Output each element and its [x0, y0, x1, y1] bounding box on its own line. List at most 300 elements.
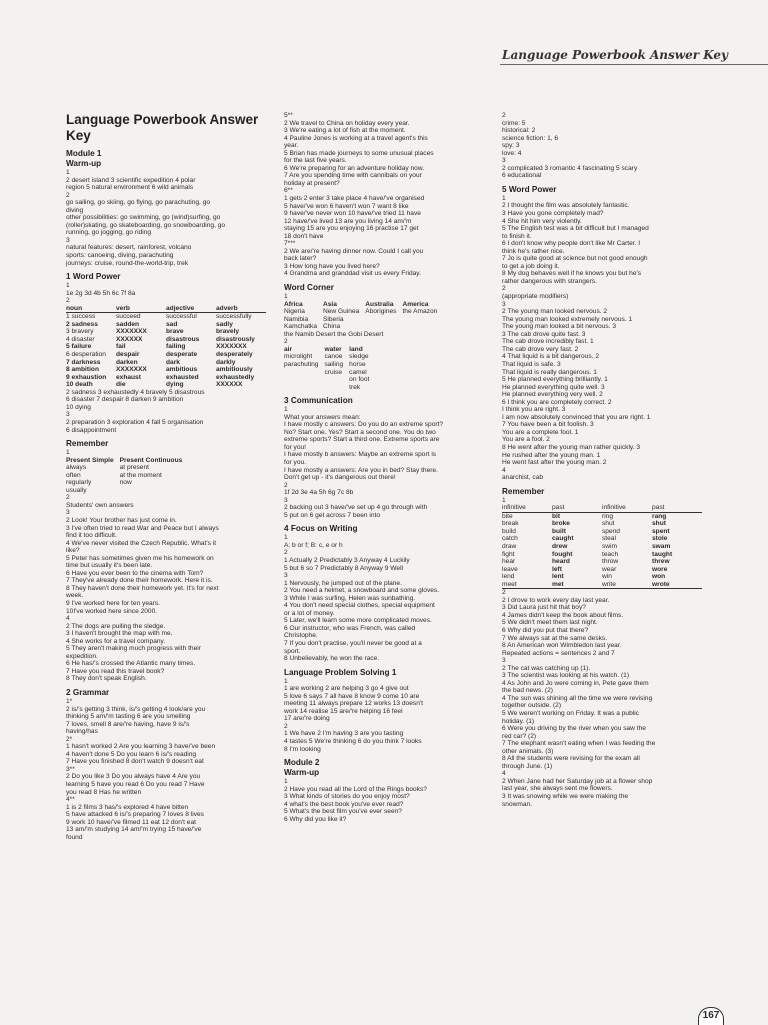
answer-line: 2* — [66, 735, 73, 743]
table-cell: spent — [652, 527, 670, 535]
problem-solving-heading: Language Problem Solving 1 — [284, 667, 397, 677]
table-row — [66, 351, 266, 359]
answer-line: 5 We didn't meet them last night. — [502, 619, 598, 627]
table-cell: always — [66, 464, 87, 472]
answer-line: 3 — [284, 496, 288, 504]
table-cell: write — [602, 581, 652, 589]
table-cell: canoe — [324, 353, 343, 361]
answer-line: 3 — [66, 509, 70, 517]
table-row — [284, 308, 443, 316]
table-cell: successfully — [216, 313, 252, 321]
answer-line: holiday. (1) — [502, 717, 535, 725]
table-row — [502, 581, 702, 589]
irregular-verbs-table — [502, 504, 702, 589]
word-corner-number: 1 — [284, 293, 288, 301]
warmup-heading: Warm-up — [66, 159, 102, 168]
table-cell: ambitiously — [216, 366, 253, 374]
answer-line: time but usually it's been late. — [66, 562, 153, 570]
table-cell: the Amazon — [402, 308, 438, 316]
answer-line: 2 — [284, 722, 288, 730]
answer-line: 2 Have you read all the Lord of the Rings books? — [284, 785, 427, 793]
answer-line: natural features: desert, rainforest, volcano — [66, 244, 192, 252]
answer-line: learning 5 have you read 6 Do you read 7 Have — [66, 781, 205, 789]
table-cell: bite — [502, 512, 513, 520]
answer-line: holiday at present? — [284, 179, 340, 187]
table-cell: at the moment — [119, 471, 162, 479]
table-cell: succeed — [116, 313, 141, 321]
column-right — [502, 112, 710, 808]
answer-line: staying 15 are you enjoying 16 practise 17 get — [284, 225, 419, 233]
table-cell — [365, 323, 402, 331]
answer-line: 5 put on 6 get across 7 been into — [284, 511, 381, 519]
table-cell: often — [66, 471, 81, 479]
answer-line: 3 While I was surfing, Helen was sunbathing. — [284, 594, 416, 602]
communication-heading: 3 Communication — [284, 396, 353, 406]
table-row — [66, 472, 188, 480]
answer-line: 4 That liquid is a bit dangerous. 2 — [502, 353, 600, 361]
answer-line: 7 They've already done their homework. Here it is. — [66, 577, 213, 585]
table-cell: build — [502, 527, 516, 535]
table-cell: Asia — [323, 300, 337, 308]
table-cell — [284, 384, 324, 392]
table-cell: win — [602, 573, 612, 581]
table-cell: adjective — [166, 305, 216, 313]
answer-line: having/has — [66, 728, 98, 736]
table-row — [284, 376, 375, 384]
table-cell — [324, 384, 349, 392]
answer-line: 8 An American won Wimbledon last year. — [502, 642, 622, 650]
answer-line: historical: 2 — [502, 127, 536, 135]
answer-line: I have mostly b answers: Maybe an extreme sport is — [284, 451, 437, 459]
answer-line: 2 — [502, 589, 506, 597]
answer-line: snowman. — [502, 800, 533, 808]
answer-line: 2 Look! Your brother has just come in. — [66, 516, 177, 524]
answer-line: or a lot of money. — [284, 609, 335, 617]
answer-line: red car? (2) — [502, 732, 537, 740]
table-cell: XXXXXX — [216, 381, 243, 389]
answer-line: 7*** — [284, 240, 296, 248]
answer-line: 1 — [66, 282, 70, 290]
table-cell: sad — [166, 320, 178, 328]
table-row — [66, 381, 266, 389]
table-cell: usually — [66, 486, 87, 494]
answer-line: 1 hasn't worked 2 Are you learning 3 have/'ve been — [66, 743, 216, 751]
answer-line: 2 is/'s getting 3 think, is/'s getting 4 look/are you — [66, 705, 206, 713]
table-row — [66, 313, 266, 321]
answer-line: 17 are/'re doing — [284, 715, 330, 723]
answer-line: 4 She works for a travel company. — [66, 637, 166, 645]
table-cell — [284, 369, 324, 377]
answer-line: 5 We weren't working on Friday. It was a public — [502, 710, 639, 718]
answer-line: The young man looked a bit nervous. 3 — [502, 323, 616, 331]
deserts-line: the Namib Desert the Gobi Desert — [284, 330, 384, 338]
table-cell: infinitive — [502, 504, 552, 512]
answer-line: I am now absolutely convinced that you are right. 1 — [502, 413, 651, 421]
module-2-answers — [284, 778, 490, 823]
answer-line: through June. (1) — [502, 762, 553, 770]
table-cell: Kamchatka — [284, 323, 317, 331]
table-cell: bravely — [216, 328, 240, 336]
table-cell: Nigeria — [284, 308, 305, 316]
answer-line: 2 — [284, 549, 288, 557]
table-cell: built — [552, 527, 566, 535]
table-cell: 9 exhaustion — [66, 373, 107, 381]
table-cell: past — [652, 504, 702, 512]
answer-line: 5 have/'ve won 6 haven't won 7 want 8 like — [284, 202, 409, 210]
remember-heading: Remember — [66, 439, 109, 449]
communication-answers — [284, 406, 490, 519]
answer-line: 4 — [502, 466, 506, 474]
answer-line: 4 As John and Jo were coming in, Pete gave them — [502, 679, 649, 687]
table-cell: 7 darkness — [66, 358, 101, 366]
present-tenses-table — [66, 457, 188, 495]
remember-2-number: 1 — [502, 496, 506, 504]
table-cell: past — [552, 504, 602, 512]
table-cell: 1 success — [66, 313, 96, 321]
answer-line: running, go jogging, go riding — [66, 229, 152, 237]
page-number: 167 — [698, 1007, 724, 1025]
table-cell: air — [284, 345, 293, 353]
answer-line: A: b or f; B: c, e or h — [284, 541, 343, 549]
table-cell — [365, 316, 402, 324]
answer-line: 7 Are you spending time with cannibals on your — [284, 172, 422, 180]
table-cell: sledge — [349, 353, 369, 361]
answer-line: 2 complicated 3 romantic 4 fascinating 5 scary — [502, 164, 638, 172]
table-cell: darkly — [216, 358, 236, 366]
transport-table — [284, 346, 375, 391]
table-cell: infinitive — [602, 504, 652, 512]
table-cell: despair — [116, 351, 140, 359]
answer-line: The cab drove incredibly fast. 1 — [502, 338, 594, 346]
table-row — [502, 543, 702, 551]
table-row — [284, 316, 443, 324]
answer-line: spy: 3 — [502, 142, 520, 150]
answer-line: 5 have attacked 6 is/'s preparing 7 loves 8 lives — [66, 811, 204, 819]
table-cell: heard — [552, 558, 570, 566]
table-row — [66, 374, 266, 382]
answer-line: to get a job doing it. — [502, 262, 560, 270]
answer-line: 6 educational — [502, 172, 542, 180]
table-row — [502, 558, 702, 566]
answer-line: He planned everything very well. 2 — [502, 391, 603, 399]
table-cell — [120, 487, 189, 495]
answer-line: 1 — [502, 194, 506, 202]
table-row — [502, 535, 702, 543]
table-cell: spend — [602, 527, 620, 535]
answer-line: 2 — [502, 285, 506, 293]
answer-line: 4 You don't need special clothes, special equipment — [284, 602, 435, 610]
table-cell: 3 bravery — [66, 328, 94, 336]
table-cell: 2 sadness — [66, 320, 98, 328]
table-row — [284, 301, 443, 309]
answer-line: 2 We are/'re having dinner now. Could I call you — [284, 247, 424, 255]
answer-line: The cab drove very fast. 2 — [502, 345, 579, 353]
table-cell: catch — [502, 535, 518, 543]
table-cell: fight — [502, 550, 515, 558]
table-cell: America — [402, 300, 429, 308]
answer-line: 4 what's the best book you've ever read? — [284, 800, 404, 808]
remember-2-answers — [502, 589, 710, 808]
table-row — [66, 457, 188, 465]
answer-line: 8 They don't speak English. — [66, 675, 147, 683]
table-cell: exhausted — [166, 373, 199, 381]
table-cell: throw — [602, 558, 619, 566]
answer-line: like? — [66, 547, 80, 555]
table-cell: China — [323, 323, 341, 331]
answer-line: 2 backing out 3 have/'ve set up 4 go through with — [284, 504, 428, 512]
table-cell: darken — [116, 358, 138, 366]
answer-line: I think you are right. 3 — [502, 406, 566, 414]
answer-line: 4 — [66, 615, 70, 623]
table-row — [66, 305, 266, 313]
table-cell: lent — [552, 573, 564, 581]
table-row — [502, 551, 702, 559]
answer-line: sports: canoeing, diving, parachuting — [66, 252, 174, 260]
answer-line: 3 What kinds of stories do you enjoy most? — [284, 793, 410, 801]
answer-line: 10 dying — [66, 403, 91, 411]
answer-line: 9 have/'ve never won 10 have/'ve tried 11 have — [284, 210, 421, 218]
table-cell: exhaustedly — [216, 373, 255, 381]
table-cell: caught — [552, 535, 574, 543]
answer-line: 8 He went after the young man rather quickly. 3 — [502, 443, 641, 451]
table-cell: Namibia — [284, 315, 309, 323]
table-cell: camel — [349, 368, 367, 376]
word-power-5-heading: 5 Word Power — [502, 184, 557, 194]
answer-line: 1 is 2 films 3 has/'s explored 4 have bitten — [66, 803, 189, 811]
table-cell: cruise — [324, 368, 343, 376]
table-cell: horse — [349, 360, 366, 368]
table-cell: sadly — [216, 320, 233, 328]
table-row — [502, 566, 702, 574]
table-cell: XXXXXXX — [116, 366, 147, 374]
table-row — [66, 359, 266, 367]
answer-line: 2 — [66, 494, 70, 502]
table-cell: verb — [116, 305, 166, 313]
table-cell: disastrously — [216, 335, 255, 343]
table-cell: fought — [552, 550, 573, 558]
answer-line: 5** — [284, 112, 293, 119]
answer-line: journeys: cruise, round-the-world-trip, trek — [66, 259, 189, 267]
answer-line: for the last five years. — [284, 157, 347, 165]
answer-line: 5 The English test was a bit difficult but I managed — [502, 225, 649, 233]
table-cell: shut — [602, 520, 615, 528]
answer-line: 3 — [66, 411, 70, 419]
answer-line: 2 Do you like 3 Do you always have 4 Are you — [66, 773, 201, 781]
answer-line: Don't get up - it's dangerous out there! — [284, 474, 396, 482]
running-title: Language Powerbook Answer Key — [502, 48, 728, 62]
answer-line: 5 but 6 so 7 Predictably 8 Anyway 9 Well — [284, 564, 403, 572]
answer-line: 1 — [284, 534, 288, 542]
focus-writing-heading: 4 Focus on Writing — [284, 524, 358, 534]
answer-line: 6 disappointment — [66, 426, 117, 434]
table-row — [66, 487, 188, 495]
answer-line: You are a fool. 2 — [502, 436, 550, 444]
table-row — [66, 479, 188, 487]
answer-line: 3** — [66, 765, 75, 773]
answer-line: 2 sadness 3 exhaustedly 4 bravely 5 disastrous — [66, 388, 205, 396]
word-forms-table — [66, 305, 266, 389]
answer-line: 7 loves, smell 8 are/'re having, have 9 is/'s — [66, 720, 190, 728]
table-cell — [402, 316, 443, 324]
answer-line: 8 Unbelievably, he won the race. — [284, 655, 380, 663]
word-corner-number-2: 2 — [284, 338, 288, 346]
table-cell: 4 disaster — [66, 335, 95, 343]
answer-line: I have mostly c answers: Do you do an extreme sport? — [284, 421, 444, 429]
answer-line: 7 You have been a bit foolish. 3 — [502, 421, 594, 429]
answer-line: 3 — [66, 236, 70, 244]
answer-line: go sailing, go skiing, go flying, go parachuting, go — [66, 199, 211, 207]
answer-line: The young man looked extremely nervous. 1 — [502, 315, 633, 323]
answer-line: 13 am/'m studying 14 am/'m trying 15 have/'ve — [66, 826, 202, 834]
answer-line: 4 We've never visited the Czech Republic. What's it — [66, 539, 217, 547]
table-row — [66, 336, 266, 344]
table-cell: now — [119, 479, 132, 487]
remember-number: 1 — [66, 449, 70, 457]
grammar-answers-cont — [284, 112, 490, 278]
word-power-answers — [66, 282, 274, 305]
answer-line: 6 Why did you put that there? — [502, 627, 589, 634]
answer-line: 2 — [66, 191, 70, 199]
continents-table — [284, 301, 443, 331]
table-cell: Present Continuous — [119, 456, 183, 464]
table-cell: met — [552, 581, 602, 589]
answer-line: 7 Have you finished 8 don't watch 9 doesn't eat — [66, 758, 204, 766]
answer-line: 1 Nervously, he jumped out of the plane. — [284, 579, 402, 587]
answer-line: for you! — [284, 443, 306, 451]
answer-line: 3 — [284, 572, 288, 580]
answer-line: 6** — [284, 187, 293, 195]
answer-line: 4 — [502, 770, 506, 778]
answer-line: 3 I've often tried to read War and Peace but I always — [66, 524, 219, 532]
answer-line: 3 The cab drove quite fast. 3 — [502, 330, 586, 338]
answer-line: 3 Have you gone completely mad? — [502, 210, 604, 218]
answer-line: 4 She hit him very violently. — [502, 217, 582, 225]
table-cell — [324, 376, 349, 384]
answer-line: love: 4 — [502, 149, 522, 157]
answer-line: work 14 realise 15 are/'re helping 16 feel — [284, 707, 403, 715]
answer-line: You are a complete fool. 1 — [502, 428, 579, 436]
answer-line: 3 How long have you lived here? — [284, 262, 380, 270]
answer-line: That liquid is really dangerous. 1 — [502, 368, 597, 376]
answer-line: meeting 11 always prepare 12 works 13 doesn't — [284, 700, 423, 708]
table-cell: swam — [652, 542, 671, 550]
answer-line: you read 8 Has he written — [66, 788, 142, 796]
answer-line: year. — [284, 142, 299, 150]
answer-line: 5 Brian has made journeys to some unusual places — [284, 149, 434, 157]
answer-line: 7 We always sat at the same desks. — [502, 634, 608, 642]
table-cell: XXXXXXX — [216, 343, 247, 351]
answer-line: extreme sports? Start a third one. Extreme sports are — [284, 436, 440, 444]
answer-line: to finish it. — [502, 232, 532, 240]
table-cell: swim — [602, 542, 618, 550]
word-power-heading: 1 Word Power — [66, 272, 121, 282]
table-row — [284, 384, 375, 392]
table-cell: wear — [602, 565, 617, 573]
table-cell: 10 death — [66, 381, 93, 389]
table-cell: ambitious — [166, 366, 198, 374]
table-cell: draw — [502, 542, 517, 550]
table-cell: die — [116, 381, 126, 389]
focus-writing-answers — [284, 534, 490, 662]
answer-line: 1 — [284, 677, 288, 685]
answer-line: week. — [66, 592, 84, 600]
answer-line: 6 Have you ever been to the cinema with Tom? — [66, 569, 204, 577]
answer-line: 9 I've worked here for ten years. — [66, 599, 160, 607]
answer-line: 1 — [66, 169, 70, 176]
table-cell: Present Simple — [66, 456, 114, 464]
problem-solving-answers — [284, 678, 490, 753]
table-cell: won — [652, 573, 666, 581]
answer-line: He rushed after the young man. 1 — [502, 451, 601, 459]
table-row — [502, 504, 702, 512]
answer-line: region 5 natural environment 6 wild animals — [66, 184, 194, 192]
answer-line: 5 They aren't making much progress with their — [66, 645, 201, 653]
table-cell: broke — [552, 520, 570, 528]
table-cell: 8 ambition — [66, 366, 99, 374]
table-cell: 6 desperation — [66, 351, 106, 359]
table-cell: at present — [119, 464, 149, 472]
answer-line: 6 Why did you like it? — [284, 815, 347, 823]
answer-line: 6 I think you are completely correct. 2 — [502, 398, 612, 406]
answer-line: 5 Later, we'll learn some more complicated moves. — [284, 617, 432, 625]
table-cell: brave — [166, 328, 184, 336]
answer-line: thinking 5 am/'m tasting 6 are you smelling — [66, 713, 191, 721]
table-cell: bit — [552, 512, 561, 520]
table-cell: teach — [602, 550, 619, 558]
table-cell: disastrous — [166, 335, 200, 343]
column-left — [66, 112, 274, 841]
table-cell: drew — [552, 542, 568, 550]
answer-line: 4** — [66, 796, 75, 804]
answer-line: 2 You need a helmet, a snowboard and some gloves. — [284, 587, 440, 595]
answer-line: 4 The sun was shining all the time we were revising — [502, 694, 653, 702]
answer-line: diving — [66, 206, 84, 214]
answer-line: 2 We travel to China on holiday every year. — [284, 119, 410, 127]
answer-line: 7 Jo is quite good at science but not good enough — [502, 255, 648, 263]
table-cell: microlight — [284, 353, 313, 361]
table-cell: failing — [166, 343, 186, 351]
table-row — [284, 346, 375, 354]
grammar-heading: 2 Grammar — [66, 688, 110, 697]
answer-line: 6 Our instructor, who was French, was called — [284, 624, 416, 632]
table-cell: sadden — [116, 320, 140, 328]
answer-line: rather dangerous with strangers. — [502, 277, 597, 285]
answer-line: 3 I haven't brought the map with me. — [66, 630, 173, 638]
remember-2-heading: Remember — [502, 486, 545, 496]
answer-line: 6 disaster 7 despair 8 darken 9 ambition — [66, 396, 184, 404]
answer-line: other possibilities: go swimming, go (wind)surfing, go — [66, 214, 221, 222]
table-cell: meet — [502, 581, 552, 589]
answer-line: expedition. — [66, 652, 98, 660]
answer-line: think he's rather nice. — [502, 247, 565, 255]
answer-line: I have mostly a answers: Are you in bed? Stay there. — [284, 466, 438, 474]
answer-line: No? Start one. Yes? Start a second one. You do two — [284, 428, 436, 436]
answer-line: 2 The cat was catching up (1). — [502, 664, 591, 672]
table-row — [66, 366, 266, 374]
header-rule — [500, 64, 768, 65]
table-cell: regularly — [66, 479, 92, 487]
answer-line: 8 My dog behaves well if he knows you but he's — [502, 270, 642, 278]
column-middle — [284, 112, 490, 823]
answer-line: 2 When Jane had her Saturday job at a flower shop — [502, 777, 653, 785]
table-cell: fail — [116, 343, 126, 351]
answer-line: 1f 2d 3e 4a 5h 6g 7c 8b — [284, 489, 354, 497]
answer-line: 4 Pauline Jones is working at a travel agent's this — [284, 134, 428, 142]
table-cell: wrote — [652, 581, 702, 589]
table-cell: Australia — [365, 300, 394, 308]
table-cell: trek — [349, 383, 361, 391]
answer-line: 4 Grandma and granddad visit us every Friday. — [284, 270, 421, 278]
